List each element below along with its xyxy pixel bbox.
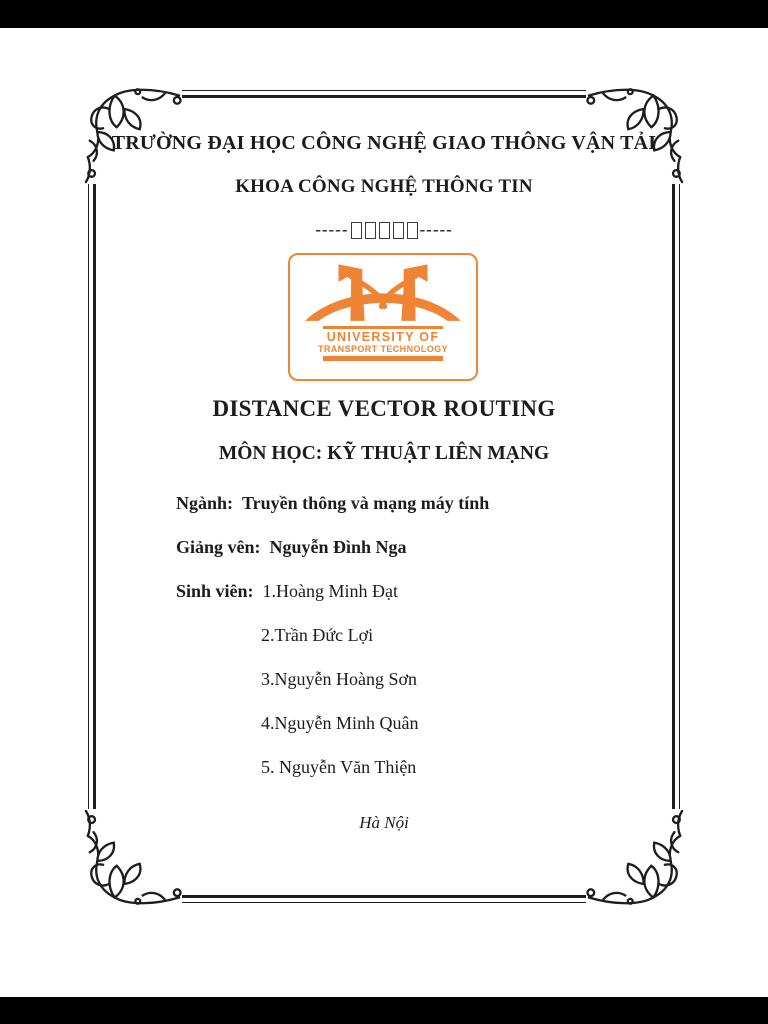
lecturer-field (176, 537, 407, 558)
student-item: 5. Nguyễn Văn Thiện (261, 757, 417, 777)
city-footer: Hà Nội (359, 813, 409, 832)
tofu-box (365, 222, 376, 239)
student-item: 1.Hoàng Minh Đạt (262, 581, 399, 601)
separator-dashes-left: ----- (315, 220, 349, 239)
student-item: 3.Nguyễn Hoàng Sơn (261, 669, 418, 689)
student-item: 2.Trần Đức Lợi (261, 625, 374, 645)
students-label: Sinh viên: (176, 581, 254, 601)
tofu-box (407, 222, 418, 239)
letterbox-top (0, 0, 768, 28)
major-value: Truyền thông và mạng máy tính (242, 493, 490, 513)
logo-rule-bottom (323, 356, 443, 361)
tofu-box (379, 222, 390, 239)
major-label: Ngành: (176, 493, 234, 513)
tofu-box (393, 222, 404, 239)
tofu-box (351, 222, 362, 239)
letterbox-bottom (0, 997, 768, 1024)
separator-dashes-right: ----- (419, 220, 453, 239)
university-logo (288, 253, 478, 381)
lecturer-label: Giảng vên: (176, 537, 261, 557)
major-field (176, 493, 489, 514)
course-title: MÔN HỌC: KỸ THUẬT LIÊN MẠNG (218, 443, 550, 464)
lecturer-value: Nguyễn Đình Nga (269, 537, 407, 557)
bridge-icon (299, 262, 467, 324)
report-title: DISTANCE VECTOR ROUTING (212, 396, 556, 421)
logo-text-line1: UNIVERSITY OF (326, 329, 440, 344)
student-item: 4.Nguyễn Minh Quân (261, 713, 419, 733)
logo-text-line2: TRANSPORT TECHNOLOGY (317, 343, 448, 354)
separator (110, 220, 658, 240)
university-name: TRƯỜNG ĐẠI HỌC CÔNG NGHỆ GIAO THÔNG VẬN TẢI (111, 132, 657, 154)
faculty-name: KHOA CÔNG NGHỆ THÔNG TIN (235, 176, 533, 197)
students-field (176, 581, 398, 602)
logo-rule-top (323, 326, 443, 329)
